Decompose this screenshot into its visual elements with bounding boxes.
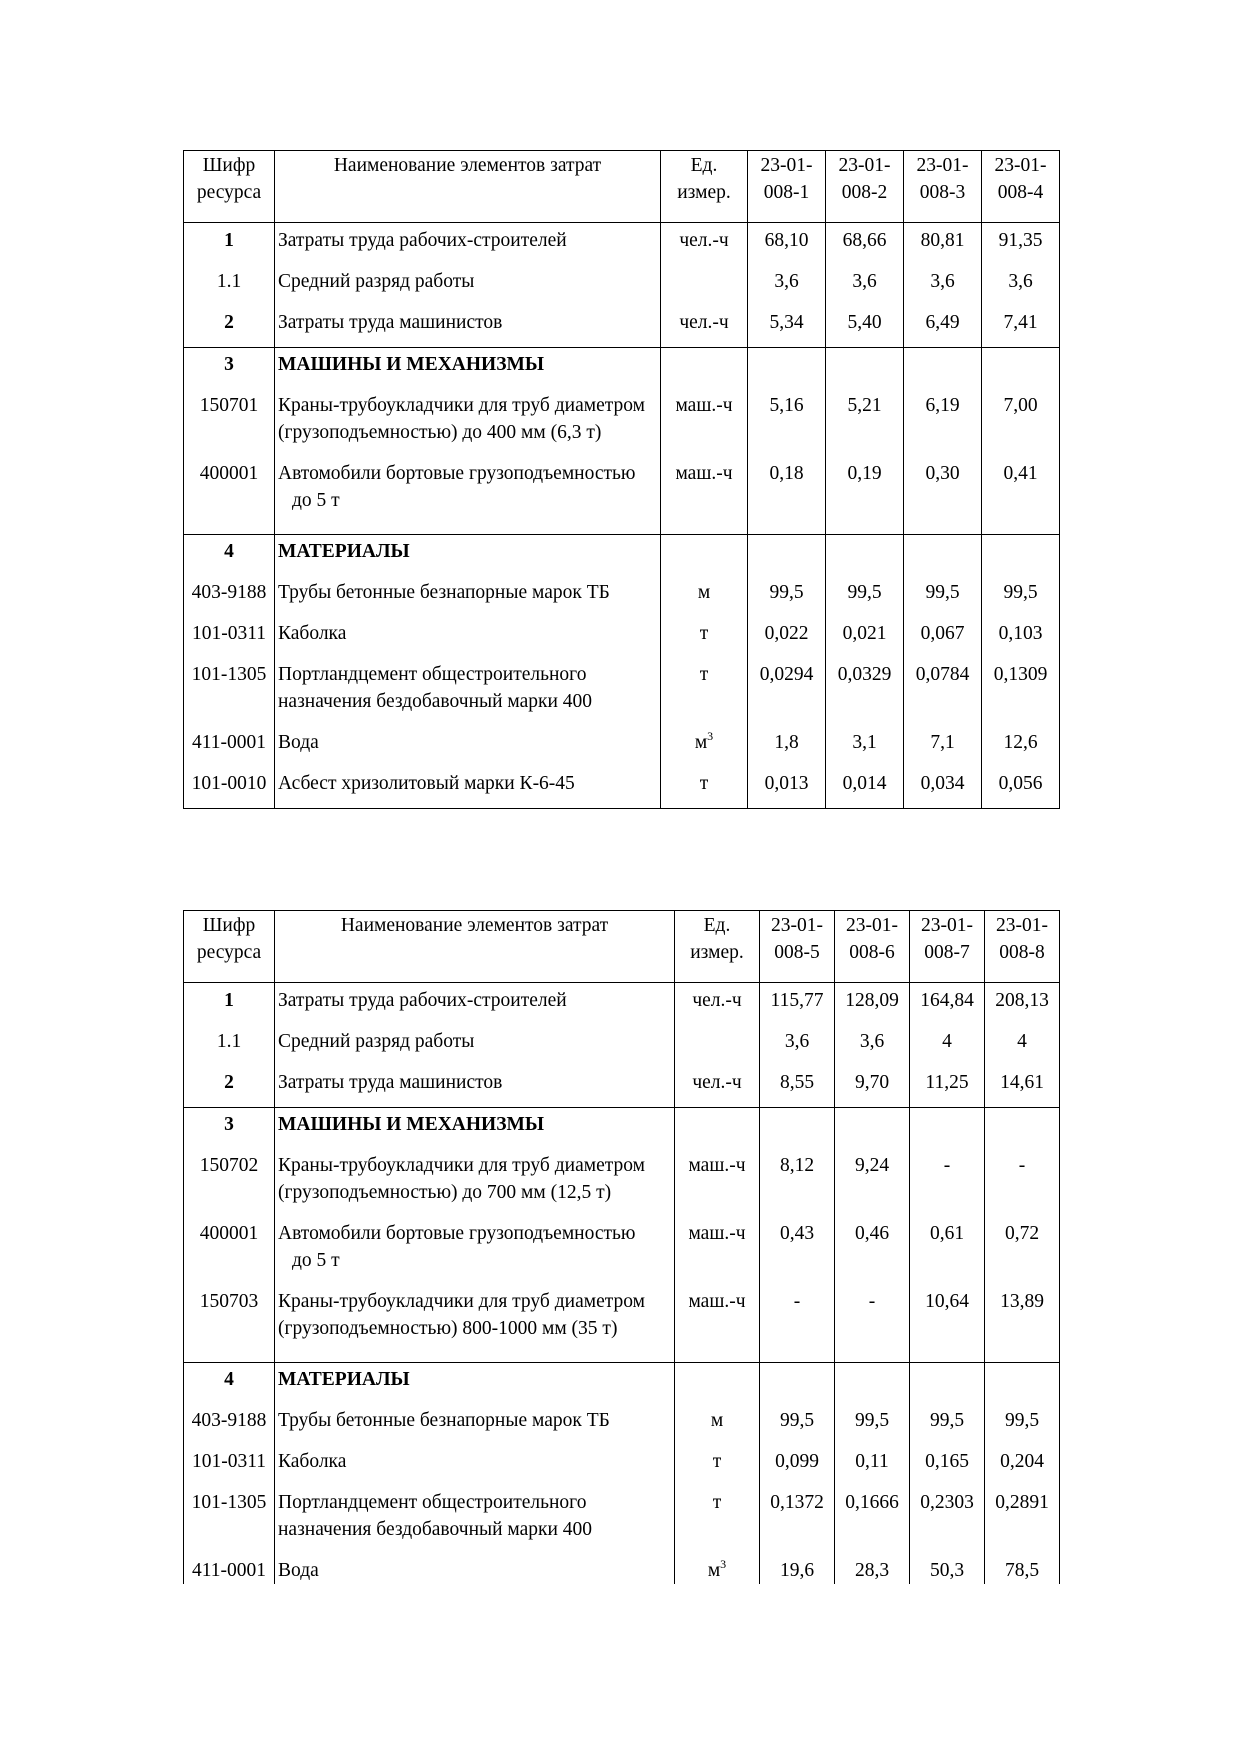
row-value: 99,5: [760, 1404, 835, 1445]
row-value: [910, 1108, 985, 1150]
row-unit: [661, 265, 748, 306]
row-value: 0,1309: [982, 658, 1060, 726]
header-col: 23-01-008-3: [904, 151, 982, 223]
row-value: 9,24: [835, 1149, 910, 1217]
row-value: 13,89: [985, 1285, 1060, 1363]
row-value: 99,5: [835, 1404, 910, 1445]
row-value: 0,43: [760, 1217, 835, 1285]
row-value: 0,18: [748, 457, 826, 535]
row-value: 10,64: [910, 1285, 985, 1363]
row-value: [982, 348, 1060, 390]
row-value: 5,16: [748, 389, 826, 457]
row-value: [904, 348, 982, 390]
row-unit: м: [661, 576, 748, 617]
row-value: 68,66: [826, 223, 904, 266]
row-value: 3,1: [826, 726, 904, 767]
row-value: 0,021: [826, 617, 904, 658]
table-row: [184, 389, 1060, 457]
row-value: 1,8: [748, 726, 826, 767]
row-value: -: [910, 1149, 985, 1217]
row-value: 0,204: [985, 1445, 1060, 1486]
header-col: 23-01-008-8: [985, 911, 1060, 983]
unit-superscript: 3: [707, 729, 714, 743]
row-name: Краны-трубоукладчики для труб диаметром (грузоподъемностью) до 400 мм (6,3 т): [275, 389, 661, 457]
row-value: 0,014: [826, 767, 904, 809]
row-name: Трубы бетонные безнапорные марок ТБ: [275, 1404, 675, 1445]
table-row: [184, 576, 1060, 617]
row-value: [835, 1363, 910, 1405]
row-value: 0,72: [985, 1217, 1060, 1285]
table-row: [184, 223, 1060, 266]
table-row: [184, 767, 1060, 809]
row-value: [910, 1363, 985, 1405]
section-row: [184, 1363, 1060, 1405]
header-name: Наименование элементов затрат: [275, 911, 675, 983]
row-value: 99,5: [910, 1404, 985, 1445]
row-value: [826, 535, 904, 577]
header-code: Шифр ресурса: [184, 151, 275, 223]
header-code: Шифр ресурса: [184, 911, 275, 983]
row-value: 99,5: [985, 1404, 1060, 1445]
row-value: 7,1: [904, 726, 982, 767]
row-name: Затраты труда рабочих-строителей: [275, 223, 661, 266]
row-value: [835, 1108, 910, 1150]
table-row: [184, 1066, 1060, 1108]
row-name-line: до 5 т: [292, 490, 340, 511]
row-value: [748, 348, 826, 390]
row-value: 0,099: [760, 1445, 835, 1486]
row-value: 3,6: [760, 1025, 835, 1066]
row-value: 19,6: [760, 1554, 835, 1584]
row-value: 115,77: [760, 983, 835, 1026]
row-unit: маш.-ч: [661, 457, 748, 535]
row-value: 0,1666: [835, 1486, 910, 1554]
row-code: 4: [184, 1363, 275, 1405]
header-col: 23-01-008-7: [910, 911, 985, 983]
row-value: 0,165: [910, 1445, 985, 1486]
row-unit: [675, 1025, 760, 1066]
row-code: 101-0311: [184, 617, 275, 658]
table-row: [184, 617, 1060, 658]
row-name-line: до 5 т: [292, 1250, 340, 1271]
row-code: 1: [184, 223, 275, 266]
row-value: 7,41: [982, 306, 1060, 348]
row-code: 101-0010: [184, 767, 275, 809]
row-name: Вода: [275, 726, 661, 767]
row-value: 0,30: [904, 457, 982, 535]
row-unit: чел.-ч: [675, 1066, 760, 1108]
resource-table-1: [183, 150, 1060, 809]
row-unit: [675, 1363, 760, 1405]
row-name: Каболка: [275, 617, 661, 658]
row-value: [760, 1108, 835, 1150]
row-unit: т: [661, 617, 748, 658]
row-code: 150703: [184, 1285, 275, 1363]
row-value: 11,25: [910, 1066, 985, 1108]
row-code: 411-0001: [184, 1554, 275, 1584]
row-unit: м: [675, 1404, 760, 1445]
row-name: [275, 1217, 675, 1285]
row-code: 150701: [184, 389, 275, 457]
row-name-line: Автомобили бортовые грузоподъемностью: [278, 1223, 636, 1244]
row-name: Затраты труда машинистов: [275, 1066, 675, 1108]
table-row: [184, 1149, 1060, 1217]
row-value: 5,21: [826, 389, 904, 457]
row-name: Краны-трубоукладчики для труб диаметром (грузоподъемностью) до 700 мм (12,5 т): [275, 1149, 675, 1217]
row-value: 0,067: [904, 617, 982, 658]
row-unit: т: [675, 1445, 760, 1486]
row-value: 0,0329: [826, 658, 904, 726]
row-value: 0,41: [982, 457, 1060, 535]
row-name: Средний разряд работы: [275, 1025, 675, 1066]
table-row: [184, 1486, 1060, 1554]
row-value: [982, 535, 1060, 577]
row-name: Портландцемент общестроительного назначения бездобавочный марки 400: [275, 1486, 675, 1554]
row-value: 0,2891: [985, 1486, 1060, 1554]
row-value: 99,5: [826, 576, 904, 617]
table-row: [184, 457, 1060, 535]
row-value: 0,46: [835, 1217, 910, 1285]
row-value: -: [835, 1285, 910, 1363]
row-unit: маш.-ч: [675, 1217, 760, 1285]
row-unit: маш.-ч: [675, 1149, 760, 1217]
row-value: 8,55: [760, 1066, 835, 1108]
table-row: [184, 1285, 1060, 1363]
row-name-line: Автомобили бортовые грузоподъемностью: [278, 463, 636, 484]
table-row: [184, 1404, 1060, 1445]
row-value: 0,2303: [910, 1486, 985, 1554]
header-unit: Ед. измер.: [675, 911, 760, 983]
table-row: [184, 1445, 1060, 1486]
row-name: Вода: [275, 1554, 675, 1584]
row-code: 101-1305: [184, 658, 275, 726]
row-unit: [675, 1108, 760, 1150]
header-col: 23-01-008-2: [826, 151, 904, 223]
row-value: 80,81: [904, 223, 982, 266]
row-unit: чел.-ч: [661, 306, 748, 348]
row-value: 4: [910, 1025, 985, 1066]
row-code: 2: [184, 1066, 275, 1108]
row-code: 150702: [184, 1149, 275, 1217]
row-value: 0,013: [748, 767, 826, 809]
row-unit: [675, 1554, 760, 1584]
row-value: 3,6: [826, 265, 904, 306]
row-value: 0,034: [904, 767, 982, 809]
row-value: 208,13: [985, 983, 1060, 1026]
table-header: [184, 151, 1060, 223]
section-title: МАШИНЫ И МЕХАНИЗМЫ: [275, 1108, 675, 1150]
table-row: [184, 1554, 1060, 1584]
table-row: [184, 265, 1060, 306]
table-row: [184, 726, 1060, 767]
row-value: 68,10: [748, 223, 826, 266]
row-unit: т: [661, 658, 748, 726]
row-name: Портландцемент общестроительного назначения бездобавочный марки 400: [275, 658, 661, 726]
header-col: 23-01-008-6: [835, 911, 910, 983]
header-col: 23-01-008-5: [760, 911, 835, 983]
row-value: -: [985, 1149, 1060, 1217]
row-value: [985, 1363, 1060, 1405]
row-unit: маш.-ч: [675, 1285, 760, 1363]
section-row: [184, 348, 1060, 390]
row-value: 0,1372: [760, 1486, 835, 1554]
row-value: 0,19: [826, 457, 904, 535]
row-value: 28,3: [835, 1554, 910, 1584]
section-row: [184, 1108, 1060, 1150]
row-code: 400001: [184, 457, 275, 535]
row-code: 1.1: [184, 1025, 275, 1066]
row-name: Краны-трубоукладчики для труб диаметром (грузоподъемностью) 800-1000 мм (35 т): [275, 1285, 675, 1363]
row-unit: [661, 726, 748, 767]
row-value: 0,0784: [904, 658, 982, 726]
row-value: 3,6: [904, 265, 982, 306]
unit-text: м: [694, 732, 708, 753]
row-value: 99,5: [904, 576, 982, 617]
row-unit: [661, 535, 748, 577]
header-name: Наименование элементов затрат: [275, 151, 661, 223]
row-value: [904, 535, 982, 577]
row-value: [826, 348, 904, 390]
table-row: [184, 1025, 1060, 1066]
row-value: 78,5: [985, 1554, 1060, 1584]
header-col: 23-01-008-1: [748, 151, 826, 223]
row-code: 3: [184, 1108, 275, 1150]
table-row: [184, 1217, 1060, 1285]
row-value: 3,6: [748, 265, 826, 306]
row-unit: т: [661, 767, 748, 809]
row-unit: маш.-ч: [661, 389, 748, 457]
row-value: 0,61: [910, 1217, 985, 1285]
row-value: 0,11: [835, 1445, 910, 1486]
row-unit: чел.-ч: [661, 223, 748, 266]
unit-text: м: [707, 1560, 721, 1581]
row-code: 3: [184, 348, 275, 390]
row-name: Асбест хризолитовый марки К-6-45: [275, 767, 661, 809]
row-value: 5,34: [748, 306, 826, 348]
row-code: 403-9188: [184, 576, 275, 617]
section-title: МАТЕРИАЛЫ: [275, 535, 661, 577]
section-title: МАШИНЫ И МЕХАНИЗМЫ: [275, 348, 661, 390]
row-value: 7,00: [982, 389, 1060, 457]
row-code: 101-1305: [184, 1486, 275, 1554]
row-value: 14,61: [985, 1066, 1060, 1108]
row-code: 400001: [184, 1217, 275, 1285]
table-row: [184, 306, 1060, 348]
row-code: 411-0001: [184, 726, 275, 767]
row-name: Затраты труда рабочих-строителей: [275, 983, 675, 1026]
row-value: 164,84: [910, 983, 985, 1026]
row-value: -: [760, 1285, 835, 1363]
row-code: 1: [184, 983, 275, 1026]
row-value: 8,12: [760, 1149, 835, 1217]
header-col: 23-01-008-4: [982, 151, 1060, 223]
row-value: [760, 1363, 835, 1405]
row-code: 403-9188: [184, 1404, 275, 1445]
row-name: Каболка: [275, 1445, 675, 1486]
row-name: Трубы бетонные безнапорные марок ТБ: [275, 576, 661, 617]
row-unit: т: [675, 1486, 760, 1554]
row-value: 91,35: [982, 223, 1060, 266]
row-code: 1.1: [184, 265, 275, 306]
table-row: [184, 658, 1060, 726]
section-row: [184, 535, 1060, 577]
row-value: 3,6: [835, 1025, 910, 1066]
header-unit: Ед. измер.: [661, 151, 748, 223]
row-value: 4: [985, 1025, 1060, 1066]
row-value: 99,5: [748, 576, 826, 617]
table-header: [184, 911, 1060, 983]
row-value: 50,3: [910, 1554, 985, 1584]
row-value: 9,70: [835, 1066, 910, 1108]
resource-table-2: [183, 910, 1060, 1584]
row-value: 6,49: [904, 306, 982, 348]
row-unit: [661, 348, 748, 390]
row-value: 12,6: [982, 726, 1060, 767]
row-name: Затраты труда машинистов: [275, 306, 661, 348]
row-value: 6,19: [904, 389, 982, 457]
row-code: 4: [184, 535, 275, 577]
row-value: 0,0294: [748, 658, 826, 726]
row-name: [275, 457, 661, 535]
row-value: 0,056: [982, 767, 1060, 809]
unit-superscript: 3: [720, 1557, 727, 1571]
row-value: 128,09: [835, 983, 910, 1026]
section-title: МАТЕРИАЛЫ: [275, 1363, 675, 1405]
row-value: 5,40: [826, 306, 904, 348]
row-unit: чел.-ч: [675, 983, 760, 1026]
table-row: [184, 983, 1060, 1026]
row-value: [748, 535, 826, 577]
row-value: 99,5: [982, 576, 1060, 617]
row-value: 0,022: [748, 617, 826, 658]
row-value: [985, 1108, 1060, 1150]
row-value: 3,6: [982, 265, 1060, 306]
row-code: 2: [184, 306, 275, 348]
row-value: 0,103: [982, 617, 1060, 658]
row-code: 101-0311: [184, 1445, 275, 1486]
row-name: Средний разряд работы: [275, 265, 661, 306]
